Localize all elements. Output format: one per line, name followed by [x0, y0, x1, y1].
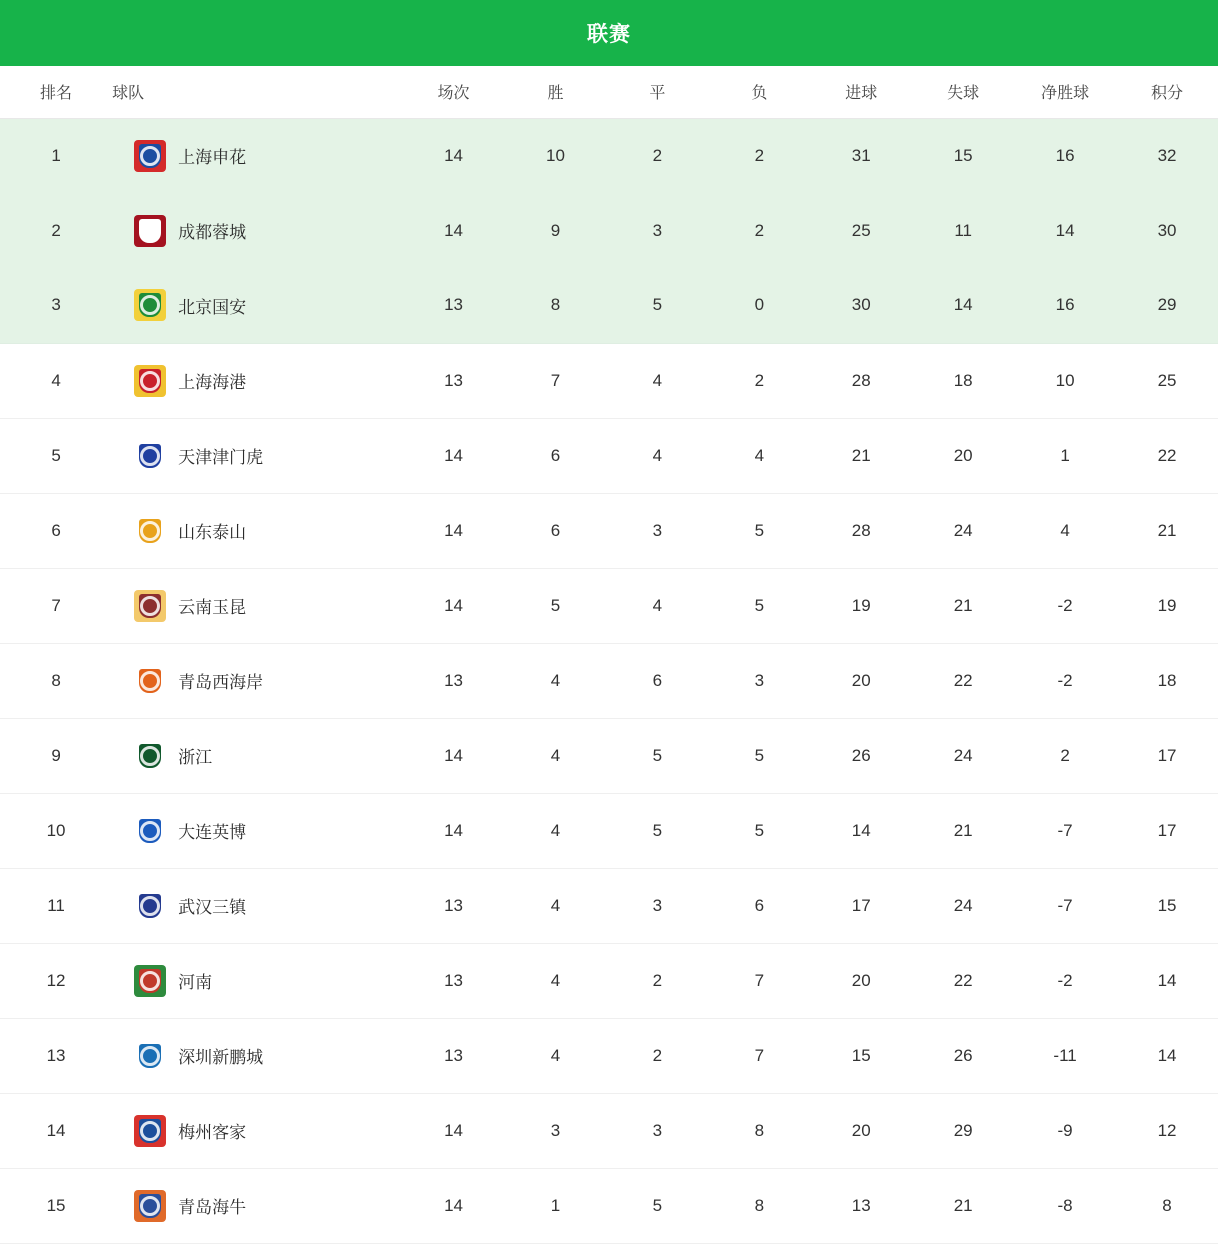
cell-loss: 5	[708, 793, 810, 868]
cell-draw: 2	[606, 1018, 708, 1093]
cell-win: 5	[505, 568, 607, 643]
cell-played: 14	[403, 118, 505, 193]
cell-draw: 3	[606, 1093, 708, 1168]
chengdu-rongcheng-crest	[134, 215, 166, 247]
cell-points: 21	[1116, 493, 1218, 568]
dalian-yingbo-crest	[134, 815, 166, 847]
cell-goals-for: 13	[810, 1168, 912, 1243]
team-entry[interactable]	[112, 815, 402, 847]
cell-points: 15	[1116, 868, 1218, 943]
cell-points: 17	[1116, 718, 1218, 793]
cell-goals-for: 31	[810, 118, 912, 193]
cell-draw: 6	[606, 643, 708, 718]
page-title: 联赛	[587, 23, 631, 46]
cell-played: 13	[403, 343, 505, 418]
cell-loss: 7	[708, 943, 810, 1018]
cell-rank: 15	[0, 1168, 112, 1243]
team-entry[interactable]	[112, 1040, 402, 1072]
cell-goals-against: 21	[912, 793, 1014, 868]
cell-goals-against: 24	[912, 493, 1014, 568]
cell-rank: 12	[0, 943, 112, 1018]
cell-goals-for: 20	[810, 1093, 912, 1168]
table-body	[0, 118, 1218, 1243]
cell-loss: 4	[708, 418, 810, 493]
table-header-row	[0, 66, 1218, 118]
cell-loss: 5	[708, 568, 810, 643]
cell-win: 6	[505, 418, 607, 493]
cell-loss: 2	[708, 118, 810, 193]
cell-points: 14	[1116, 943, 1218, 1018]
cell-rank: 9	[0, 718, 112, 793]
wuhan-three-towns-crest	[134, 890, 166, 922]
table-row[interactable]	[0, 793, 1218, 868]
cell-goals-for: 14	[810, 793, 912, 868]
cell-draw: 5	[606, 793, 708, 868]
cell-team[interactable]	[112, 868, 402, 943]
cell-goals-for: 20	[810, 943, 912, 1018]
cell-goals-for: 20	[810, 643, 912, 718]
cell-played: 14	[403, 1093, 505, 1168]
yunnan-yukun-crest	[134, 590, 166, 622]
cell-team[interactable]	[112, 793, 402, 868]
table-row[interactable]	[0, 868, 1218, 943]
team-name: 深圳新鹏城	[178, 1048, 264, 1067]
cell-goal-diff: 1	[1014, 418, 1116, 493]
team-name: 北京国安	[178, 297, 247, 317]
cell-played: 14	[403, 568, 505, 643]
table-row[interactable]	[0, 1093, 1218, 1168]
cell-team[interactable]	[112, 118, 402, 193]
cell-rank: 11	[0, 868, 112, 943]
cell-points: 30	[1116, 193, 1218, 268]
table-row[interactable]	[0, 643, 1218, 718]
cell-rank: 3	[0, 268, 112, 343]
meizhou-hakka-crest	[134, 1115, 166, 1147]
cell-team[interactable]	[112, 268, 402, 343]
cell-rank: 6	[0, 493, 112, 568]
cell-goals-for: 30	[810, 268, 912, 343]
table-row[interactable]	[0, 268, 1218, 343]
table-head	[0, 66, 1218, 118]
team-name: 上海海港	[178, 373, 247, 392]
cell-played: 13	[403, 868, 505, 943]
beijing-guoan-crest	[134, 289, 166, 321]
cell-win: 1	[505, 1168, 607, 1243]
cell-goal-diff: -8	[1014, 1168, 1116, 1243]
cell-win: 4	[505, 793, 607, 868]
cell-draw: 4	[606, 343, 708, 418]
cell-goals-against: 26	[912, 1018, 1014, 1093]
team-name: 青岛海牛	[178, 1198, 247, 1217]
cell-loss: 8	[708, 1093, 810, 1168]
cell-draw: 5	[606, 1168, 708, 1243]
team-name: 山东泰山	[178, 523, 247, 542]
cell-goal-diff: -2	[1014, 568, 1116, 643]
cell-played: 14	[403, 418, 505, 493]
cell-points: 17	[1116, 793, 1218, 868]
team-entry[interactable]	[112, 965, 402, 997]
cell-win: 3	[505, 1093, 607, 1168]
cell-played: 14	[403, 1168, 505, 1243]
cell-win: 4	[505, 718, 607, 793]
cell-draw: 3	[606, 868, 708, 943]
cell-win: 4	[505, 1018, 607, 1093]
cell-played: 13	[403, 1018, 505, 1093]
cell-draw: 2	[606, 943, 708, 1018]
cell-team[interactable]	[112, 343, 402, 418]
cell-goal-diff: 14	[1014, 193, 1116, 268]
shenzhen-peng-city-crest	[134, 1040, 166, 1072]
shanghai-shenhua-crest	[134, 140, 166, 172]
cell-goal-diff: 10	[1014, 343, 1116, 418]
column-header-goals-for: 进球	[810, 66, 912, 118]
team-name: 河南	[178, 973, 213, 992]
cell-rank: 2	[0, 193, 112, 268]
cell-goals-against: 15	[912, 118, 1014, 193]
cell-rank: 14	[0, 1093, 112, 1168]
cell-draw: 5	[606, 718, 708, 793]
cell-goals-against: 21	[912, 1168, 1014, 1243]
column-header-played: 场次	[403, 66, 505, 118]
cell-goals-for: 15	[810, 1018, 912, 1093]
cell-points: 12	[1116, 1093, 1218, 1168]
cell-goal-diff: -7	[1014, 793, 1116, 868]
cell-goals-for: 25	[810, 193, 912, 268]
cell-points: 18	[1116, 643, 1218, 718]
cell-team[interactable]	[112, 943, 402, 1018]
cell-points: 32	[1116, 118, 1218, 193]
cell-goal-diff: 4	[1014, 493, 1116, 568]
cell-team[interactable]	[112, 1018, 402, 1093]
table-row[interactable]	[0, 493, 1218, 568]
cell-goals-for: 28	[810, 493, 912, 568]
cell-draw: 3	[606, 493, 708, 568]
cell-goals-for: 19	[810, 568, 912, 643]
team-entry[interactable]	[112, 740, 402, 772]
cell-played: 14	[403, 793, 505, 868]
team-name: 大连英博	[178, 823, 247, 842]
table-row[interactable]	[0, 343, 1218, 418]
cell-draw: 4	[606, 568, 708, 643]
cell-goals-for: 21	[810, 418, 912, 493]
qingdao-west-coast-crest	[134, 665, 166, 697]
shanghai-port-crest	[134, 365, 166, 397]
team-entry[interactable]	[112, 890, 402, 922]
team-entry[interactable]	[112, 665, 402, 697]
cell-goal-diff: 16	[1014, 268, 1116, 343]
cell-rank: 13	[0, 1018, 112, 1093]
cell-win: 4	[505, 943, 607, 1018]
column-header-team: 球队	[112, 66, 402, 118]
table-row[interactable]	[0, 718, 1218, 793]
cell-goals-against: 21	[912, 568, 1014, 643]
cell-win: 7	[505, 343, 607, 418]
cell-goals-against: 20	[912, 418, 1014, 493]
cell-goals-against: 22	[912, 943, 1014, 1018]
shandong-taishan-crest	[134, 515, 166, 547]
cell-goals-for: 28	[810, 343, 912, 418]
cell-team[interactable]	[112, 718, 402, 793]
cell-draw: 4	[606, 418, 708, 493]
table-row[interactable]	[0, 418, 1218, 493]
cell-team[interactable]	[112, 643, 402, 718]
cell-played: 13	[403, 268, 505, 343]
table-row[interactable]	[0, 1168, 1218, 1243]
cell-points: 25	[1116, 343, 1218, 418]
cell-win: 6	[505, 493, 607, 568]
cell-played: 14	[403, 718, 505, 793]
cell-goal-diff: 16	[1014, 118, 1116, 193]
cell-team[interactable]	[112, 493, 402, 568]
cell-played: 13	[403, 943, 505, 1018]
cell-loss: 7	[708, 1018, 810, 1093]
cell-played: 14	[403, 493, 505, 568]
cell-points: 22	[1116, 418, 1218, 493]
cell-loss: 3	[708, 643, 810, 718]
cell-rank: 1	[0, 118, 112, 193]
cell-goal-diff: 2	[1014, 718, 1116, 793]
cell-rank: 4	[0, 343, 112, 418]
cell-loss: 6	[708, 868, 810, 943]
column-header-goals-against: 失球	[912, 66, 1014, 118]
cell-draw: 2	[606, 118, 708, 193]
team-entry[interactable]	[112, 1115, 402, 1147]
cell-win: 8	[505, 268, 607, 343]
team-name: 云南玉昆	[178, 598, 247, 617]
team-name: 梅州客家	[178, 1123, 247, 1142]
team-entry[interactable]	[112, 515, 402, 547]
table-row[interactable]	[0, 568, 1218, 643]
cell-points: 14	[1116, 1018, 1218, 1093]
team-entry[interactable]	[112, 289, 402, 321]
column-header-points: 积分	[1116, 66, 1218, 118]
cell-team[interactable]	[112, 1093, 402, 1168]
cell-goals-against: 24	[912, 868, 1014, 943]
cell-rank: 5	[0, 418, 112, 493]
henan-fc-crest	[134, 965, 166, 997]
team-name: 成都蓉城	[178, 223, 247, 242]
cell-draw: 3	[606, 193, 708, 268]
team-entry[interactable]	[112, 215, 402, 247]
cell-team[interactable]	[112, 193, 402, 268]
cell-points: 29	[1116, 268, 1218, 343]
cell-goals-against: 11	[912, 193, 1014, 268]
zhejiang-fc-crest	[134, 740, 166, 772]
table-row[interactable]	[0, 193, 1218, 268]
standings-table	[0, 66, 1218, 1244]
widget-title-bar	[0, 0, 1218, 66]
cell-loss: 2	[708, 193, 810, 268]
cell-loss: 2	[708, 343, 810, 418]
table-row[interactable]	[0, 943, 1218, 1018]
cell-loss: 5	[708, 718, 810, 793]
cell-draw: 5	[606, 268, 708, 343]
cell-goals-against: 14	[912, 268, 1014, 343]
column-header-draw: 平	[606, 66, 708, 118]
cell-win: 9	[505, 193, 607, 268]
cell-loss: 0	[708, 268, 810, 343]
cell-team[interactable]	[112, 1168, 402, 1243]
cell-goal-diff: -9	[1014, 1093, 1116, 1168]
cell-goals-against: 24	[912, 718, 1014, 793]
tianjin-jinmen-tiger-crest	[134, 440, 166, 472]
cell-played: 13	[403, 643, 505, 718]
cell-goals-for: 17	[810, 868, 912, 943]
cell-win: 10	[505, 118, 607, 193]
cell-goal-diff: -11	[1014, 1018, 1116, 1093]
qingdao-hainiu-crest	[134, 1190, 166, 1222]
cell-win: 4	[505, 868, 607, 943]
cell-goals-against: 22	[912, 643, 1014, 718]
team-name: 天津津门虎	[178, 448, 264, 467]
team-entry[interactable]	[112, 440, 402, 472]
cell-loss: 8	[708, 1168, 810, 1243]
column-header-loss: 负	[708, 66, 810, 118]
cell-goals-against: 18	[912, 343, 1014, 418]
cell-points: 19	[1116, 568, 1218, 643]
cell-rank: 7	[0, 568, 112, 643]
team-name: 浙江	[178, 748, 213, 767]
cell-goals-for: 26	[810, 718, 912, 793]
cell-rank: 10	[0, 793, 112, 868]
cell-goal-diff: -2	[1014, 943, 1116, 1018]
cell-goal-diff: -2	[1014, 643, 1116, 718]
column-header-rank: 排名	[0, 66, 112, 118]
cell-goals-against: 29	[912, 1093, 1014, 1168]
cell-goal-diff: -7	[1014, 868, 1116, 943]
table-row[interactable]	[0, 1018, 1218, 1093]
team-name: 上海申花	[178, 148, 247, 168]
team-name: 武汉三镇	[178, 898, 247, 917]
cell-win: 4	[505, 643, 607, 718]
cell-points: 8	[1116, 1168, 1218, 1243]
team-name: 青岛西海岸	[178, 673, 264, 692]
table-row[interactable]	[0, 118, 1218, 193]
team-entry[interactable]	[112, 1190, 402, 1222]
team-entry[interactable]	[112, 590, 402, 622]
cell-team[interactable]	[112, 418, 402, 493]
column-header-win: 胜	[505, 66, 607, 118]
cell-loss: 5	[708, 493, 810, 568]
team-entry[interactable]	[112, 365, 402, 397]
cell-team[interactable]	[112, 568, 402, 643]
cell-played: 14	[403, 193, 505, 268]
team-entry[interactable]	[112, 140, 402, 172]
column-header-goal-diff: 净胜球	[1014, 66, 1116, 118]
cell-rank: 8	[0, 643, 112, 718]
